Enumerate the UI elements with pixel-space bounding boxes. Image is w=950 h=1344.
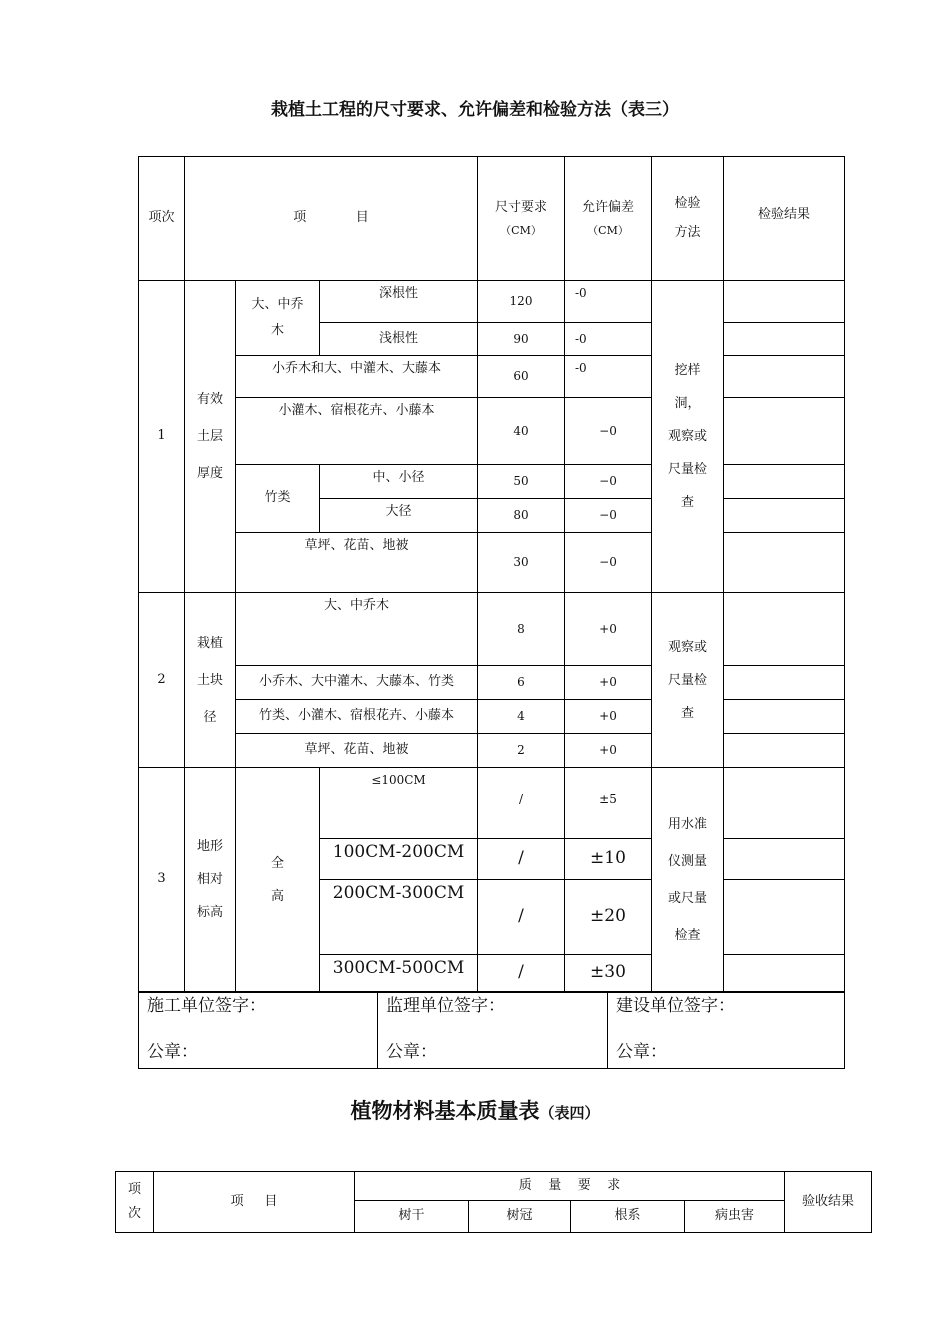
group2-label: 栽植 土块 径 xyxy=(185,593,236,768)
group1-row5-tol: −0 xyxy=(565,465,652,499)
group2-row3-size: 4 xyxy=(478,700,565,734)
group1-row2-size: 90 xyxy=(478,323,565,356)
supervision-signature[interactable] xyxy=(378,993,608,1069)
group1-row7-tol: −0 xyxy=(565,533,652,593)
supervision-seal-label: 公章： xyxy=(386,1042,437,1062)
group1-row4-tol: −0 xyxy=(565,398,652,465)
group1-row6-result[interactable] xyxy=(724,499,845,533)
group3-row2-result[interactable] xyxy=(724,839,845,880)
group2-row3-tol: +0 xyxy=(565,700,652,734)
group3-row3-result[interactable] xyxy=(724,880,845,955)
group2-index: 2 xyxy=(139,593,185,768)
group1-row7-item: 草坪、花苗、地被 xyxy=(236,533,478,593)
group3-row1-result[interactable] xyxy=(724,768,845,839)
group2-row3-item: 竹类、小灌木、宿根花卉、小藤本 xyxy=(236,700,478,734)
group1-row5-size: 50 xyxy=(478,465,565,499)
owner-signature-label: 建设单位签字： xyxy=(616,996,735,1016)
group3-row1-tol: ±5 xyxy=(565,768,652,839)
group1-row6-item: 大径 xyxy=(320,499,478,533)
group3-row4-item: 300CM-500CM xyxy=(320,955,478,992)
group3-row3-item: 200CM-300CM xyxy=(320,880,478,955)
group2-row1-item: 大、中乔木 xyxy=(236,593,478,666)
header-tolerance-unit: （CM） xyxy=(587,223,629,237)
group3-row4-size: / xyxy=(478,955,565,992)
plant-quality-table xyxy=(115,1171,872,1233)
group1-row3-result[interactable] xyxy=(724,356,845,398)
group1-index: 1 xyxy=(139,281,185,593)
construction-seal-label: 公章： xyxy=(147,1042,198,1062)
table4-title xyxy=(0,1095,950,1125)
table4-title-suffix: （表四） xyxy=(539,1104,600,1122)
t4-header-result: 验收结果 xyxy=(785,1172,872,1233)
group2-row4-tol: +0 xyxy=(565,734,652,768)
group1-row6-tol: −0 xyxy=(565,499,652,533)
t4-header-index: 项 次 xyxy=(116,1172,154,1233)
group1-row1-tol: -0 xyxy=(565,281,652,323)
group2-row1-result[interactable] xyxy=(724,593,845,666)
group3-row3-size: / xyxy=(478,880,565,955)
group1-bamboo-group: 竹类 xyxy=(236,465,320,533)
group2-row1-size: 8 xyxy=(478,593,565,666)
group1-row3-tol: -0 xyxy=(565,356,652,398)
header-method: 检验 方法 xyxy=(652,157,724,281)
t4-header-pest: 病虫害 xyxy=(685,1201,785,1233)
signature-table xyxy=(138,992,845,1069)
group3-row1-size: / xyxy=(478,768,565,839)
group3-row2-tol: ±10 xyxy=(565,839,652,880)
group3-row4-result[interactable] xyxy=(724,955,845,992)
group1-label: 有效 土层 厚度 xyxy=(185,281,236,593)
group2-row4-result[interactable] xyxy=(724,734,845,768)
group1-row1-item: 深根性 xyxy=(320,281,478,323)
group2-row3-result[interactable] xyxy=(724,700,845,734)
group1-row7-result[interactable] xyxy=(724,533,845,593)
t4-header-root: 根系 xyxy=(571,1201,685,1233)
group2-row1-tol: +0 xyxy=(565,593,652,666)
owner-signature[interactable] xyxy=(608,993,845,1069)
owner-seal-label: 公章： xyxy=(616,1042,667,1062)
group1-row1-size: 120 xyxy=(478,281,565,323)
header-result: 检验结果 xyxy=(724,157,845,281)
header-tolerance-label: 允许偏差 xyxy=(581,199,634,215)
group3-method: 用水准 仪测量 或尺量 检查 xyxy=(652,768,724,992)
group2-row2-result[interactable] xyxy=(724,666,845,700)
group1-row3-item: 小乔木和大、中灌木、大藤本 xyxy=(236,356,478,398)
group1-row7-size: 30 xyxy=(478,533,565,593)
group2-row2-size: 6 xyxy=(478,666,565,700)
group1-row4-result[interactable] xyxy=(724,398,845,465)
header-index: 项次 xyxy=(139,157,185,281)
group3-row3-tol: ±20 xyxy=(565,880,652,955)
group3-label: 地形 相对 标高 xyxy=(185,768,236,992)
soil-dimension-table xyxy=(138,156,845,992)
table4-title-main: 植物材料基本质量表 xyxy=(350,1098,540,1123)
group1-row2-result[interactable] xyxy=(724,323,845,356)
group3-sub: 全 高 xyxy=(236,768,320,992)
t4-header-item: 项 目 xyxy=(154,1172,355,1233)
construction-signature-label: 施工单位签字： xyxy=(147,996,266,1016)
group1-row2-item: 浅根性 xyxy=(320,323,478,356)
group3-row4-tol: ±30 xyxy=(565,955,652,992)
group2-method: 观察或 尺量检 查 xyxy=(652,593,724,768)
header-tolerance xyxy=(565,157,652,281)
group3-row2-size: / xyxy=(478,839,565,880)
t4-header-quality: 质 量 要 求 xyxy=(355,1172,785,1201)
header-item: 项 目 xyxy=(185,157,478,281)
group1-row2-tol: -0 xyxy=(565,323,652,356)
table3-title: 栽植土工程的尺寸要求、允许偏差和检验方法（表三） xyxy=(271,100,679,120)
group1-row3-size: 60 xyxy=(478,356,565,398)
t4-header-trunk: 树干 xyxy=(355,1201,469,1233)
group2-row4-size: 2 xyxy=(478,734,565,768)
group1-row5-item: 中、小径 xyxy=(320,465,478,499)
header-size-label: 尺寸要求 xyxy=(494,199,547,215)
group1-method: 挖样 洞， 观察或 尺量检 查 xyxy=(652,281,724,593)
group2-row2-tol: +0 xyxy=(565,666,652,700)
group1-row5-result[interactable] xyxy=(724,465,845,499)
group1-row4-item: 小灌木、宿根花卉、小藤本 xyxy=(236,398,478,465)
header-size-unit: （CM） xyxy=(500,223,542,237)
group1-row1-result[interactable] xyxy=(724,281,845,323)
group1-row4-size: 40 xyxy=(478,398,565,465)
group3-index: 3 xyxy=(139,768,185,992)
construction-signature[interactable] xyxy=(139,993,378,1069)
group3-row1-item: ≤100CM xyxy=(320,768,478,839)
header-size xyxy=(478,157,565,281)
group3-row2-item: 100CM-200CM xyxy=(320,839,478,880)
supervision-signature-label: 监理单位签字： xyxy=(386,996,505,1016)
group1-row6-size: 80 xyxy=(478,499,565,533)
group1-tree-group: 大、中乔 木 xyxy=(236,281,320,356)
group2-row4-item: 草坪、花苗、地被 xyxy=(236,734,478,768)
group2-row2-item: 小乔木、大中灌木、大藤本、竹类 xyxy=(236,666,478,700)
t4-header-crown: 树冠 xyxy=(469,1201,571,1233)
